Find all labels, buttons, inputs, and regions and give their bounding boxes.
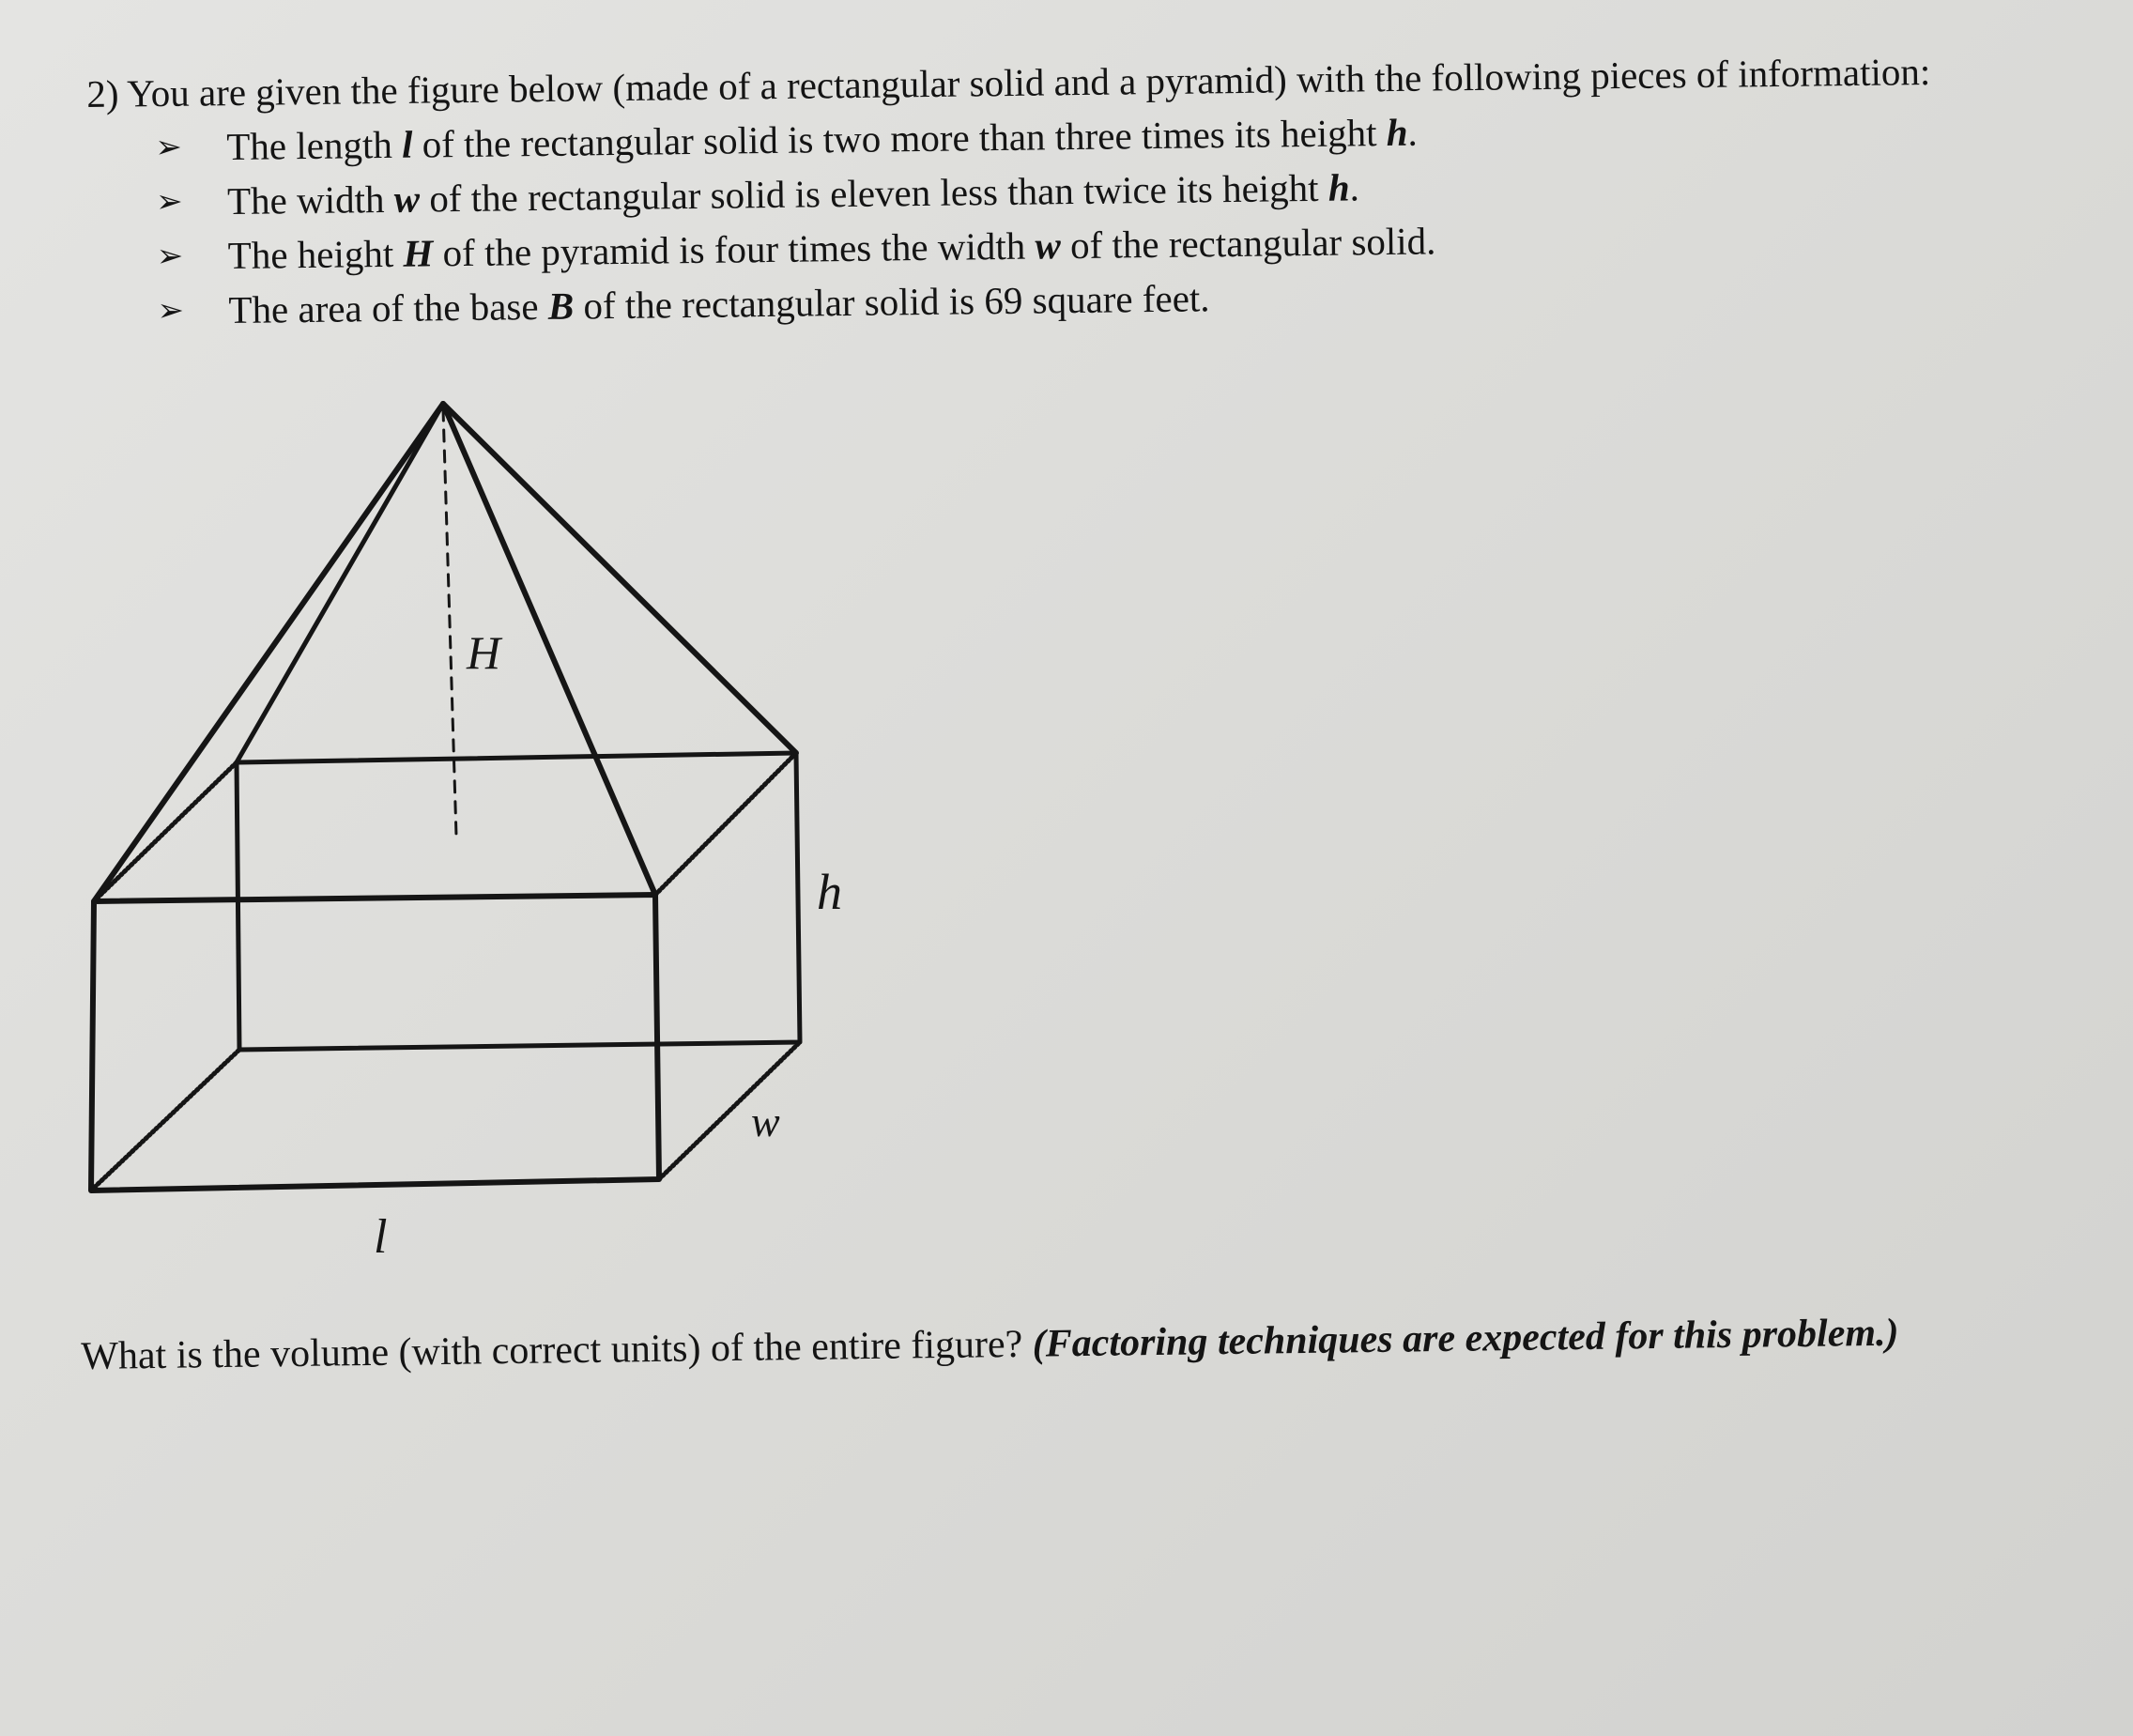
- variable-w: w: [393, 177, 421, 221]
- variable-w: w: [1035, 223, 1062, 268]
- label-solid-length: l: [374, 1210, 388, 1264]
- question-emphasis: (Factoring techniques are expected for this problem.): [1032, 1311, 1899, 1366]
- problem-intro-text: You are given the figure below (made of a rectangular solid and a pyramid) with the following pieces of information:: [126, 50, 1931, 115]
- variable-l: l: [401, 122, 413, 166]
- bullet-text: .: [1407, 110, 1419, 154]
- bullet-text: The width: [226, 177, 394, 223]
- pyramid-edge-left-back: [237, 404, 443, 762]
- pyramid-edge-right-back: [443, 404, 796, 753]
- depth-edge-bottom-left: [91, 1050, 239, 1191]
- depth-edge-top-right: [655, 753, 796, 895]
- variable-H: H: [403, 231, 434, 275]
- arrow-bullet-icon: ➢: [155, 182, 183, 221]
- front-face: [91, 895, 659, 1191]
- arrow-bullet-icon: ➢: [155, 128, 183, 166]
- depth-edge-top-left: [94, 762, 237, 901]
- label-pyramid-height: H: [467, 626, 501, 679]
- variable-h: h: [1327, 165, 1350, 209]
- bullet-text: of the rectangular solid is eleven less than twice its height: [419, 165, 1329, 221]
- problem-number: 2): [86, 71, 119, 115]
- bullet-text: of the pyramid is four times the width: [433, 223, 1036, 275]
- arrow-bullet-icon: ➢: [157, 291, 185, 330]
- variable-h: h: [1386, 110, 1408, 154]
- arrow-bullet-icon: ➢: [156, 237, 184, 275]
- variable-B: B: [547, 284, 575, 328]
- label-solid-width: w: [751, 1098, 780, 1145]
- bullet-text: of the rectangular solid is 69 square feet.: [573, 276, 1210, 328]
- bullet-text: The length: [226, 122, 403, 169]
- pyramid-edge-left-front: [94, 404, 443, 901]
- label-solid-height: h: [817, 864, 842, 920]
- bullet-text: of the rectangular solid is two more than three times its height: [412, 110, 1387, 166]
- bullet-text: The area of the base: [228, 284, 549, 332]
- bullet-text: The height: [227, 231, 404, 278]
- question-main: What is the volume (with correct units) of the entire figure?: [81, 1322, 1034, 1378]
- bullet-text: of the rectangular solid.: [1060, 219, 1436, 268]
- pyramid-height-dashed-line: [443, 409, 456, 836]
- bullet-text: .: [1349, 165, 1360, 209]
